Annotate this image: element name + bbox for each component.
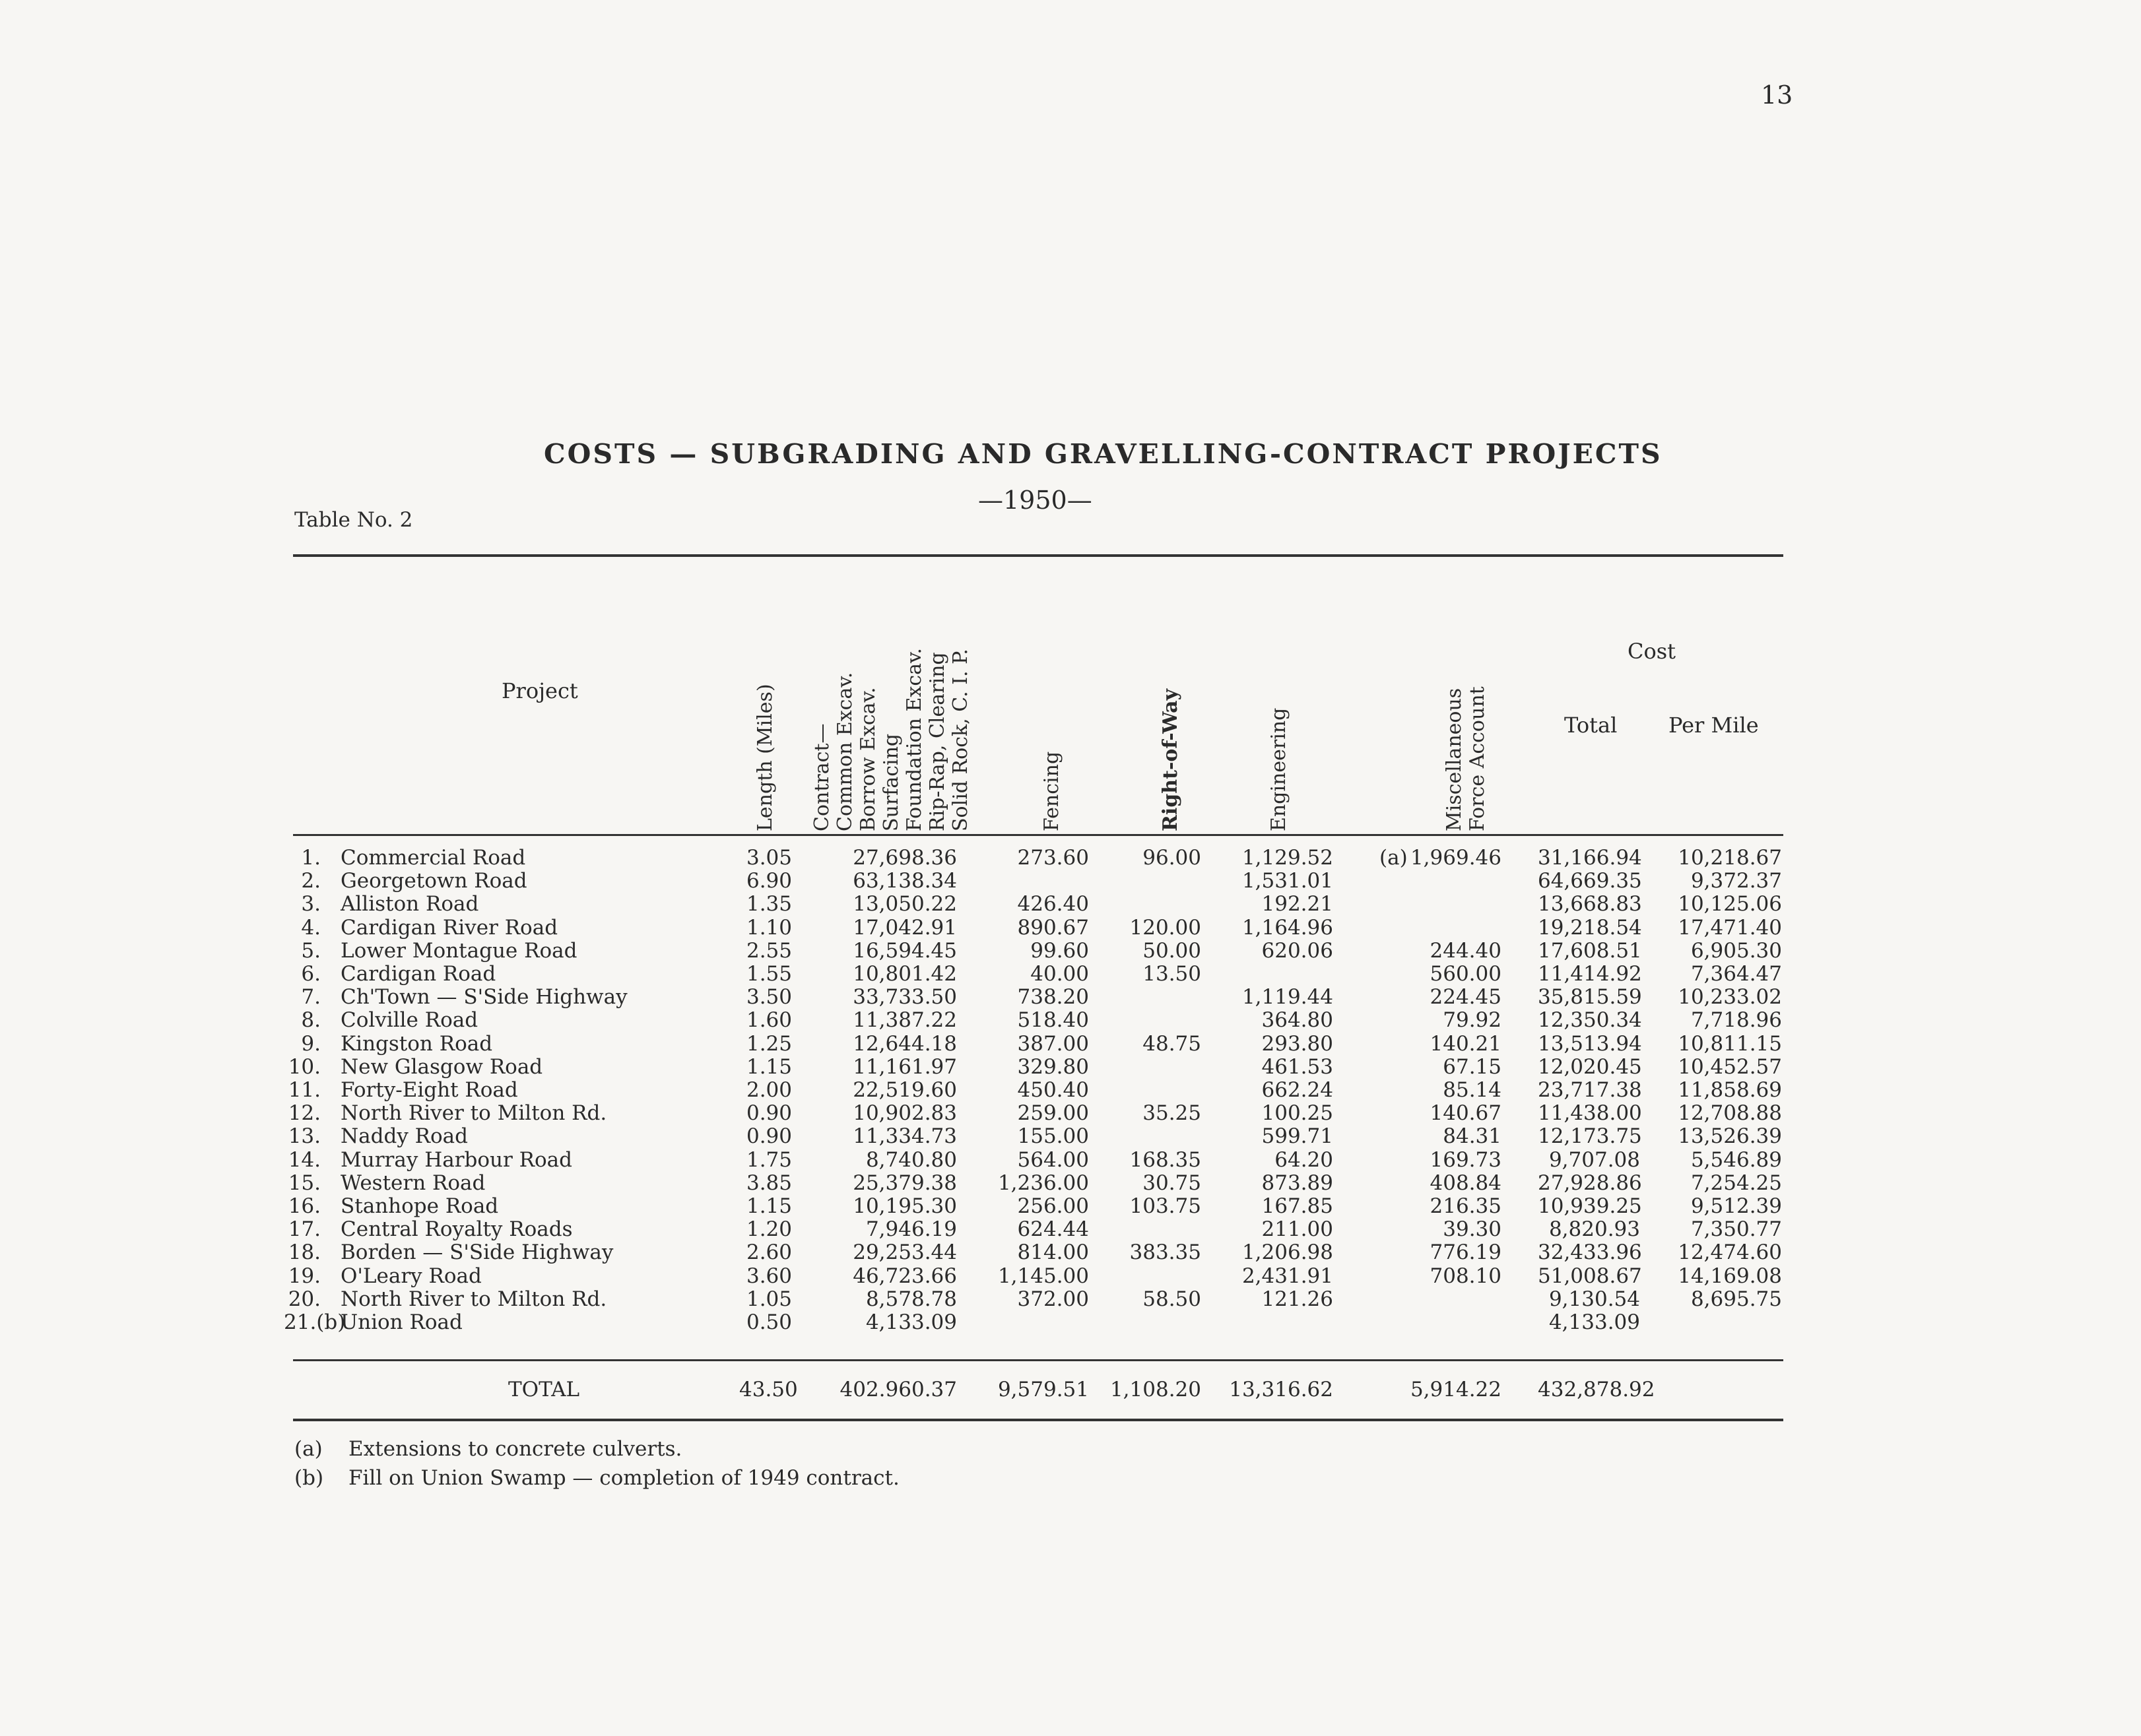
header-per-mile: Per Mile bbox=[1668, 713, 1759, 738]
miscellaneous-cost: 39.30 bbox=[1443, 1217, 1501, 1242]
fencing-cost: 1,145.00 bbox=[997, 1264, 1089, 1288]
right-of-way-cost: 35.25 bbox=[1142, 1101, 1201, 1126]
contract-cost: 63,138.34 bbox=[853, 869, 957, 893]
footnote-text: Extensions to concrete culverts. bbox=[348, 1437, 682, 1461]
miscellaneous-cost: 776.19 bbox=[1430, 1240, 1501, 1265]
totals-contract: 402.960.37 bbox=[840, 1378, 957, 1401]
fencing-cost: 329.80 bbox=[1017, 1054, 1089, 1079]
row-number: 18. bbox=[288, 1240, 321, 1265]
footnote-a bbox=[294, 1437, 682, 1461]
cost-per-mile: 12,708.88 bbox=[1678, 1101, 1782, 1126]
engineering-cost: 192.21 bbox=[1261, 892, 1333, 916]
right-of-way-cost: 168.35 bbox=[1129, 1147, 1201, 1172]
row-number: 7. bbox=[301, 985, 321, 1010]
length-miles: 1.20 bbox=[746, 1217, 792, 1242]
total-cost: 12,350.34 bbox=[1538, 1008, 1642, 1033]
contract-cost: 16,594.45 bbox=[853, 938, 957, 963]
fencing-cost: 99.60 bbox=[1030, 938, 1089, 963]
project-name: Lower Montague Road bbox=[341, 938, 577, 963]
row-number: 21.(b) bbox=[284, 1310, 346, 1334]
row-number: 20. bbox=[288, 1287, 321, 1311]
contract-cost: 10,801.42 bbox=[853, 962, 957, 986]
project-name: Kingston Road bbox=[341, 1031, 493, 1056]
row-number: 6. bbox=[301, 962, 321, 986]
total-cost: 23,717.38 bbox=[1538, 1078, 1642, 1102]
length-miles: 1.55 bbox=[746, 962, 792, 986]
engineering-cost: 620.06 bbox=[1261, 938, 1333, 963]
header-fencing: Fencing bbox=[1040, 751, 1063, 831]
right-of-way-cost: 48.75 bbox=[1142, 1031, 1201, 1056]
row-number: 15. bbox=[288, 1171, 321, 1195]
table-row bbox=[0, 1217, 2141, 1241]
row-number: 9. bbox=[301, 1031, 321, 1056]
header-cost: Cost bbox=[1628, 639, 1676, 664]
header-right-of-way: Right-of-Way bbox=[1159, 688, 1182, 831]
fencing-cost: 273.60 bbox=[1017, 846, 1089, 870]
length-miles: 3.05 bbox=[746, 846, 792, 870]
cost-per-mile: 14,169.08 bbox=[1678, 1264, 1782, 1288]
engineering-cost: 1,206.98 bbox=[1241, 1240, 1333, 1265]
bottom-rule bbox=[293, 1419, 1783, 1421]
total-cost: 13,513.94 bbox=[1538, 1031, 1642, 1056]
totals-right-of-way: 1,108.20 bbox=[1109, 1378, 1201, 1401]
row-number: 2. bbox=[301, 869, 321, 893]
fencing-cost: 256.00 bbox=[1017, 1194, 1089, 1218]
total-cost: 19,218.54 bbox=[1538, 915, 1642, 940]
contract-cost: 10,195.30 bbox=[853, 1194, 957, 1218]
total-cost: 11,414.92 bbox=[1538, 962, 1642, 986]
engineering-cost: 1,129.52 bbox=[1241, 846, 1333, 870]
length-miles: 1.60 bbox=[746, 1008, 792, 1033]
footnote-b bbox=[294, 1466, 900, 1490]
table-row bbox=[0, 1194, 2141, 1218]
right-of-way-cost: 120.00 bbox=[1129, 915, 1201, 940]
project-name: Cardigan Road bbox=[341, 962, 496, 986]
header-contract: Contract— Common Excav. Borrow Excav. Surfacing Foundation Excav. Rip-Rap, Clearing Solid Rock, C. I. P. bbox=[810, 648, 972, 831]
project-name: Colville Road bbox=[341, 1008, 478, 1033]
fencing-cost: 624.44 bbox=[1017, 1217, 1089, 1242]
length-miles: 1.10 bbox=[746, 915, 792, 940]
project-name: O'Leary Road bbox=[341, 1264, 482, 1288]
header-engineering: Engineering bbox=[1267, 707, 1290, 831]
total-cost: 9,707.08 bbox=[1548, 1147, 1640, 1172]
cost-per-mile: 10,125.06 bbox=[1678, 892, 1782, 916]
length-miles: 0.90 bbox=[746, 1124, 792, 1149]
row-number: 12. bbox=[288, 1101, 321, 1126]
miscellaneous-cost: 244.40 bbox=[1430, 938, 1501, 963]
project-name: North River to Milton Rd. bbox=[341, 1287, 607, 1311]
engineering-cost: 100.25 bbox=[1261, 1101, 1333, 1126]
project-name: Forty-Eight Road bbox=[341, 1078, 518, 1102]
project-name: New Glasgow Road bbox=[341, 1054, 543, 1079]
cost-per-mile: 7,718.96 bbox=[1690, 1008, 1782, 1033]
cost-per-mile: 11,858.69 bbox=[1678, 1078, 1782, 1102]
table-row bbox=[0, 1032, 2141, 1056]
table-row bbox=[0, 1240, 2141, 1264]
length-miles: 2.60 bbox=[746, 1240, 792, 1265]
contract-cost: 27,698.36 bbox=[853, 846, 957, 870]
cost-per-mile: 13,526.39 bbox=[1678, 1124, 1782, 1149]
totals-length: 43.50 bbox=[739, 1378, 798, 1401]
project-name: Stanhope Road bbox=[341, 1194, 499, 1218]
table-row bbox=[0, 1124, 2141, 1148]
total-cost: 64,669.35 bbox=[1538, 869, 1642, 893]
total-cost: 9,130.54 bbox=[1548, 1287, 1640, 1311]
table-row bbox=[0, 1287, 2141, 1311]
table-row bbox=[0, 1148, 2141, 1172]
cost-per-mile: 10,452.57 bbox=[1678, 1054, 1782, 1079]
table-row bbox=[0, 1171, 2141, 1195]
fencing-cost: 518.40 bbox=[1017, 1008, 1089, 1033]
row-number: 5. bbox=[301, 938, 321, 963]
engineering-cost: 662.24 bbox=[1261, 1078, 1333, 1102]
right-of-way-cost: 383.35 bbox=[1129, 1240, 1201, 1265]
total-cost: 27,928.86 bbox=[1538, 1171, 1642, 1195]
engineering-cost: 599.71 bbox=[1261, 1124, 1333, 1149]
miscellaneous-cost: 84.31 bbox=[1443, 1124, 1501, 1149]
contract-cost: 12,644.18 bbox=[853, 1031, 957, 1056]
contract-cost: 4,133.09 bbox=[865, 1310, 957, 1334]
length-miles: 3.60 bbox=[746, 1264, 792, 1288]
cost-per-mile: 12,474.60 bbox=[1678, 1240, 1782, 1265]
fencing-cost: 564.00 bbox=[1017, 1147, 1089, 1172]
miscellaneous-cost: 560.00 bbox=[1430, 962, 1501, 986]
engineering-cost: 64.20 bbox=[1274, 1147, 1333, 1172]
project-name: Commercial Road bbox=[341, 846, 526, 870]
length-miles: 1.25 bbox=[746, 1031, 792, 1056]
right-of-way-cost: 58.50 bbox=[1142, 1287, 1201, 1311]
project-name: Cardigan River Road bbox=[341, 915, 558, 940]
row-number: 16. bbox=[288, 1194, 321, 1218]
table-row bbox=[0, 846, 2141, 870]
project-name: Borden — S'Side Highway bbox=[341, 1240, 614, 1265]
contract-cost: 7,946.19 bbox=[865, 1217, 957, 1242]
totals-miscellaneous: 5,914.22 bbox=[1410, 1378, 1501, 1401]
table-label: Table No. 2 bbox=[294, 508, 413, 532]
note-marker: (a) bbox=[1379, 846, 1408, 870]
engineering-cost: 1,531.01 bbox=[1241, 869, 1333, 893]
cost-per-mile: 17,471.40 bbox=[1678, 915, 1782, 940]
header-miscellaneous: Miscellaneous Force Account bbox=[1443, 686, 1489, 831]
total-cost: 17,608.51 bbox=[1538, 938, 1642, 963]
right-of-way-cost: 103.75 bbox=[1129, 1194, 1201, 1218]
cost-per-mile: 6,905.30 bbox=[1690, 938, 1782, 963]
table-year: —1950— bbox=[978, 486, 1092, 515]
total-cost: 12,020.45 bbox=[1538, 1054, 1642, 1079]
table-row bbox=[0, 939, 2141, 963]
table-row bbox=[0, 869, 2141, 893]
contract-cost: 22,519.60 bbox=[853, 1078, 957, 1102]
row-number: 19. bbox=[288, 1264, 321, 1288]
project-name: Union Road bbox=[341, 1310, 463, 1334]
totals-top-rule bbox=[293, 1359, 1783, 1361]
total-cost: 11,438.00 bbox=[1538, 1101, 1642, 1126]
project-name: Alliston Road bbox=[341, 892, 479, 916]
top-rule bbox=[293, 554, 1783, 557]
miscellaneous-cost: 1,969.46 bbox=[1410, 846, 1501, 870]
right-of-way-cost: 50.00 bbox=[1142, 938, 1201, 963]
table-row bbox=[0, 1310, 2141, 1334]
header-project: Project bbox=[502, 678, 578, 703]
table-row bbox=[0, 1101, 2141, 1125]
cost-per-mile: 10,233.02 bbox=[1678, 985, 1782, 1010]
project-name: Western Road bbox=[341, 1171, 486, 1195]
cost-per-mile: 5,546.89 bbox=[1690, 1147, 1782, 1172]
project-name: North River to Milton Rd. bbox=[341, 1101, 607, 1126]
fencing-cost: 40.00 bbox=[1030, 962, 1089, 986]
contract-cost: 10,902.83 bbox=[853, 1101, 957, 1126]
length-miles: 0.50 bbox=[746, 1310, 792, 1334]
table-row bbox=[0, 1264, 2141, 1288]
project-name: Naddy Road bbox=[341, 1124, 468, 1149]
table-row bbox=[0, 1008, 2141, 1032]
total-cost: 35,815.59 bbox=[1538, 985, 1642, 1010]
cost-per-mile: 9,512.39 bbox=[1690, 1194, 1782, 1218]
contract-cost: 11,334.73 bbox=[853, 1124, 957, 1149]
header-total: Total bbox=[1564, 713, 1618, 738]
row-number: 4. bbox=[301, 915, 321, 940]
contract-cost: 25,379.38 bbox=[853, 1171, 957, 1195]
cost-per-mile: 10,218.67 bbox=[1678, 846, 1782, 870]
miscellaneous-cost: 708.10 bbox=[1430, 1264, 1501, 1288]
contract-cost: 33,733.50 bbox=[853, 985, 957, 1010]
miscellaneous-cost: 216.35 bbox=[1430, 1194, 1501, 1218]
miscellaneous-cost: 169.73 bbox=[1430, 1147, 1501, 1172]
totals-label: TOTAL bbox=[508, 1378, 580, 1401]
project-name: Central Royalty Roads bbox=[341, 1217, 573, 1242]
row-number: 13. bbox=[288, 1124, 321, 1149]
engineering-cost: 167.85 bbox=[1261, 1194, 1333, 1218]
length-miles: 2.55 bbox=[746, 938, 792, 963]
engineering-cost: 461.53 bbox=[1261, 1054, 1333, 1079]
table-row bbox=[0, 1055, 2141, 1079]
length-miles: 2.00 bbox=[746, 1078, 792, 1102]
fencing-cost: 259.00 bbox=[1017, 1101, 1089, 1126]
totals-total: 432,878.92 bbox=[1538, 1378, 1655, 1401]
cost-per-mile: 10,811.15 bbox=[1678, 1031, 1782, 1056]
fencing-cost: 738.20 bbox=[1017, 985, 1089, 1010]
miscellaneous-cost: 140.21 bbox=[1430, 1031, 1501, 1056]
table-title: COSTS — SUBGRADING AND GRAVELLING-CONTRACT PROJECTS bbox=[544, 438, 1663, 470]
total-cost: 12,173.75 bbox=[1538, 1124, 1642, 1149]
contract-cost: 17,042.91 bbox=[853, 915, 957, 940]
table-row bbox=[0, 962, 2141, 986]
engineering-cost: 1,119.44 bbox=[1241, 985, 1333, 1010]
engineering-cost: 211.00 bbox=[1261, 1217, 1333, 1242]
miscellaneous-cost: 67.15 bbox=[1443, 1054, 1501, 1079]
totals-row bbox=[0, 1378, 2141, 1404]
miscellaneous-cost: 140.67 bbox=[1430, 1101, 1501, 1126]
row-number: 17. bbox=[288, 1217, 321, 1242]
total-cost: 32,433.96 bbox=[1538, 1240, 1642, 1265]
row-number: 8. bbox=[301, 1008, 321, 1033]
contract-cost: 11,387.22 bbox=[853, 1008, 957, 1033]
fencing-cost: 450.40 bbox=[1017, 1078, 1089, 1102]
cost-per-mile: 8,695.75 bbox=[1690, 1287, 1782, 1311]
row-number: 1. bbox=[301, 846, 321, 870]
miscellaneous-cost: 408.84 bbox=[1430, 1171, 1501, 1195]
contract-cost: 8,740.80 bbox=[865, 1147, 957, 1172]
total-cost: 51,008.67 bbox=[1538, 1264, 1642, 1288]
cost-per-mile: 9,372.37 bbox=[1690, 869, 1782, 893]
contract-cost: 8,578.78 bbox=[865, 1287, 957, 1311]
project-name: Murray Harbour Road bbox=[341, 1147, 573, 1172]
engineering-cost: 1,164.96 bbox=[1241, 915, 1333, 940]
engineering-cost: 293.80 bbox=[1261, 1031, 1333, 1056]
total-cost: 4,133.09 bbox=[1548, 1310, 1640, 1334]
engineering-cost: 121.26 bbox=[1261, 1287, 1333, 1311]
table-row bbox=[0, 916, 2141, 940]
contract-cost: 11,161.97 bbox=[853, 1054, 957, 1079]
project-name: Georgetown Road bbox=[341, 869, 527, 893]
row-number: 10. bbox=[288, 1054, 321, 1079]
fencing-cost: 1,236.00 bbox=[997, 1171, 1089, 1195]
table-row bbox=[0, 1078, 2141, 1102]
contract-cost: 29,253.44 bbox=[853, 1240, 957, 1265]
total-cost: 10,939.25 bbox=[1538, 1194, 1642, 1218]
header-length: Length (Miles) bbox=[754, 684, 777, 831]
miscellaneous-cost: 79.92 bbox=[1443, 1008, 1501, 1033]
length-miles: 6.90 bbox=[746, 869, 792, 893]
page-number: 13 bbox=[1761, 80, 1793, 110]
length-miles: 0.90 bbox=[746, 1101, 792, 1126]
total-cost: 13,668.83 bbox=[1538, 892, 1642, 916]
header-rule bbox=[293, 834, 1783, 836]
fencing-cost: 426.40 bbox=[1017, 892, 1089, 916]
footnote-marker: (b) bbox=[294, 1466, 324, 1490]
footnote-text: Fill on Union Swamp — completion of 1949 contract. bbox=[348, 1466, 900, 1490]
row-number: 11. bbox=[288, 1078, 321, 1102]
table-row bbox=[0, 985, 2141, 1009]
footnote-marker: (a) bbox=[294, 1437, 323, 1461]
cost-per-mile: 7,364.47 bbox=[1690, 962, 1782, 986]
fencing-cost: 814.00 bbox=[1017, 1240, 1089, 1265]
length-miles: 1.75 bbox=[746, 1147, 792, 1172]
fencing-cost: 372.00 bbox=[1017, 1287, 1089, 1311]
length-miles: 3.50 bbox=[746, 985, 792, 1010]
engineering-cost: 873.89 bbox=[1261, 1171, 1333, 1195]
right-of-way-cost: 30.75 bbox=[1142, 1171, 1201, 1195]
fencing-cost: 155.00 bbox=[1017, 1124, 1089, 1149]
cost-per-mile: 7,350.77 bbox=[1690, 1217, 1782, 1242]
contract-cost: 13,050.22 bbox=[853, 892, 957, 916]
miscellaneous-cost: 224.45 bbox=[1430, 985, 1501, 1010]
engineering-cost: 2,431.91 bbox=[1241, 1264, 1333, 1288]
engineering-cost: 364.80 bbox=[1261, 1008, 1333, 1033]
fencing-cost: 387.00 bbox=[1017, 1031, 1089, 1056]
fencing-cost: 890.67 bbox=[1017, 915, 1089, 940]
length-miles: 3.85 bbox=[746, 1171, 792, 1195]
miscellaneous-cost: 85.14 bbox=[1443, 1078, 1501, 1102]
right-of-way-cost: 96.00 bbox=[1142, 846, 1201, 870]
right-of-way-cost: 13.50 bbox=[1142, 962, 1201, 986]
total-cost: 8,820.93 bbox=[1548, 1217, 1640, 1242]
totals-fencing: 9,579.51 bbox=[997, 1378, 1089, 1401]
length-miles: 1.35 bbox=[746, 892, 792, 916]
contract-cost: 46,723.66 bbox=[853, 1264, 957, 1288]
length-miles: 1.05 bbox=[746, 1287, 792, 1311]
row-number: 14. bbox=[288, 1147, 321, 1172]
table-row bbox=[0, 892, 2141, 916]
project-name: Ch'Town — S'Side Highway bbox=[341, 985, 628, 1010]
row-number: 3. bbox=[301, 892, 321, 916]
cost-per-mile: 7,254.25 bbox=[1690, 1171, 1782, 1195]
length-miles: 1.15 bbox=[746, 1194, 792, 1218]
totals-engineering: 13,316.62 bbox=[1229, 1378, 1333, 1401]
length-miles: 1.15 bbox=[746, 1054, 792, 1079]
total-cost: 31,166.94 bbox=[1538, 846, 1642, 870]
